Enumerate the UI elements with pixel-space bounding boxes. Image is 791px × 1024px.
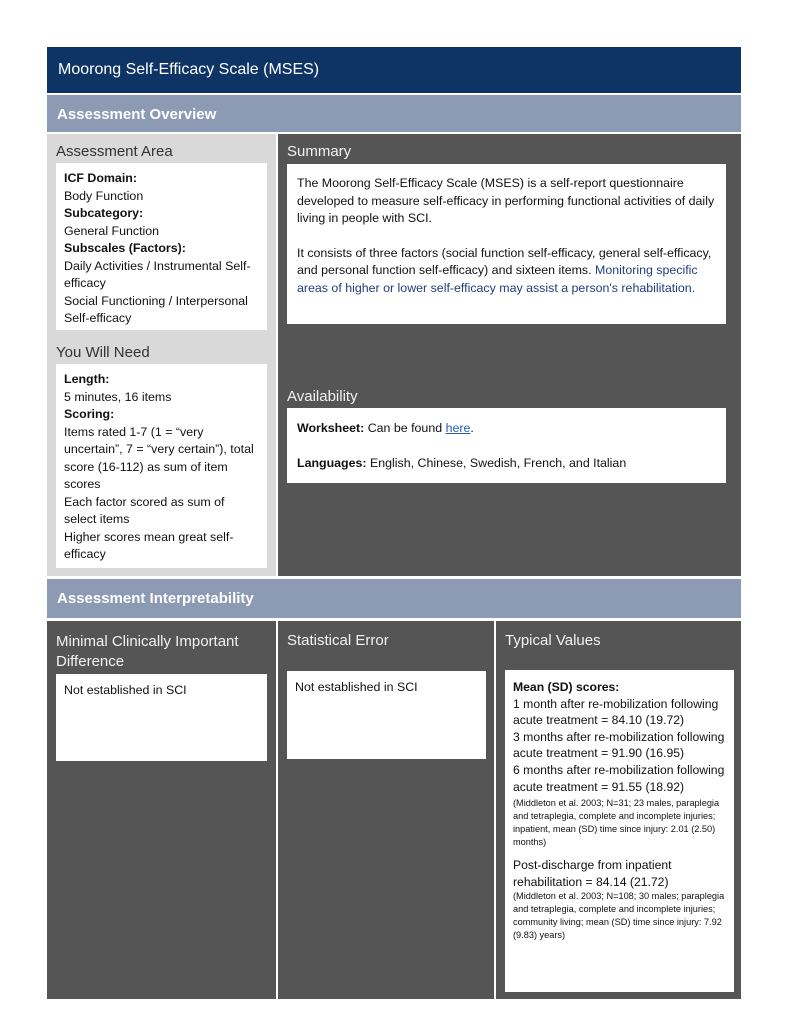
length-label: Length: [64,372,110,386]
reference-note: (Middleton et al. 2003; N=108; 30 males; paraplegia and tetraplegia, complete and incomplete injuries; community living; mean (SD) time since injury: 7.92 (9.83) years) [513,891,725,941]
subscale-item: Daily Activities / Instrumental Self-efficacy [64,258,251,290]
worksheet-text: Can be found [367,421,443,435]
summary-paragraph [297,245,716,298]
assessment-interpretability-header: Assessment Interpretability [47,579,741,618]
availability-card: Worksheet: Can be found here. Languages: English, Chinese, Swedish, French, and Italian [287,408,726,483]
scoring-item: Each factor scored as sum of select items [64,494,225,526]
typical-value-item: 3 months after re-mobilization following acute treatment = 91.90 (16.95) [513,729,725,761]
subscales-label: Subscales (Factors): [64,241,186,255]
typical-values-card [505,670,734,992]
worksheet-label: Worksheet: [297,421,365,435]
icf-domain-label: ICF Domain: [64,171,137,185]
typical-value-item: 6 months after re-mobilization following acute treatment = 91.55 (18.92) [513,762,725,794]
languages-label: Languages: [297,455,367,470]
mcid-value: Not established in SCI [64,683,187,697]
assessment-area-card [56,163,267,330]
length-value: 5 minutes, 16 items [64,389,172,404]
statistical-error-card [287,671,486,759]
you-will-need-card [56,364,267,568]
typical-value-item: 1 month after re-mobilization following acute treatment = 84.10 (19.72) [513,696,719,728]
assessment-overview-header: Assessment Overview [47,95,741,132]
subcategory-value: General Function [64,223,160,238]
typical-values-heading: Typical Values [505,632,601,649]
typical-value-item: Post-discharge from inpatient rehabilitation = 84.14 (21.72) [513,858,672,889]
you-will-need-heading: You Will Need [56,344,150,361]
languages-value: English, Chinese, Swedish, French, and Italian [370,455,627,470]
reference-note: (Middleton et al. 2003; N=31; 23 males, paraplegia and tetraplegia, complete and incomplete injuries; inpatient, mean (SD) time since injury: 2.01 (2.50) months) [513,798,720,848]
mcid-heading: Minimal Clinically Important Difference [56,633,239,670]
subcategory-label: Subcategory: [64,206,144,220]
availability-heading: Availability [287,388,358,405]
summary-highlight: Monitoring specific areas of higher or lower self-efficacy may assist a person's rehabilitation. [297,263,698,295]
mcid-card [56,674,267,761]
scoring-item: Higher scores mean great self-efficacy [64,529,234,561]
worksheet-link[interactable]: here [445,421,471,435]
scoring-item: Items rated 1-7 (1 = “very uncertain”, 7 = “very certain”), total score (16-112) as sum of item scores [64,424,254,491]
document-title: Moorong Self-Efficacy Scale (MSES) [47,47,741,93]
mean-sd-label: Mean (SD) scores: [513,680,620,694]
statistical-error-value: Not established in SCI [295,680,418,694]
summary-text: It consists of three factors (social function self-efficacy, general self-efficacy, and personal function self-efficacy) and sixteen items. [297,245,712,277]
scoring-label: Scoring: [64,407,115,421]
statistical-error-heading: Statistical Error [287,632,389,649]
summary-heading: Summary [287,143,352,160]
icf-domain-value: Body Function [64,188,144,203]
assessment-area-heading: Assessment Area [56,143,173,160]
summary-paragraph: The Moorong Self-Efficacy Scale (MSES) is a self-report questionnaire developed to measure self-efficacy in performing functional activities of daily living in people with SCI. [297,176,715,225]
subscale-item: Social Functioning / Interpersonal Self-efficacy [64,293,248,325]
summary-card [287,164,726,324]
